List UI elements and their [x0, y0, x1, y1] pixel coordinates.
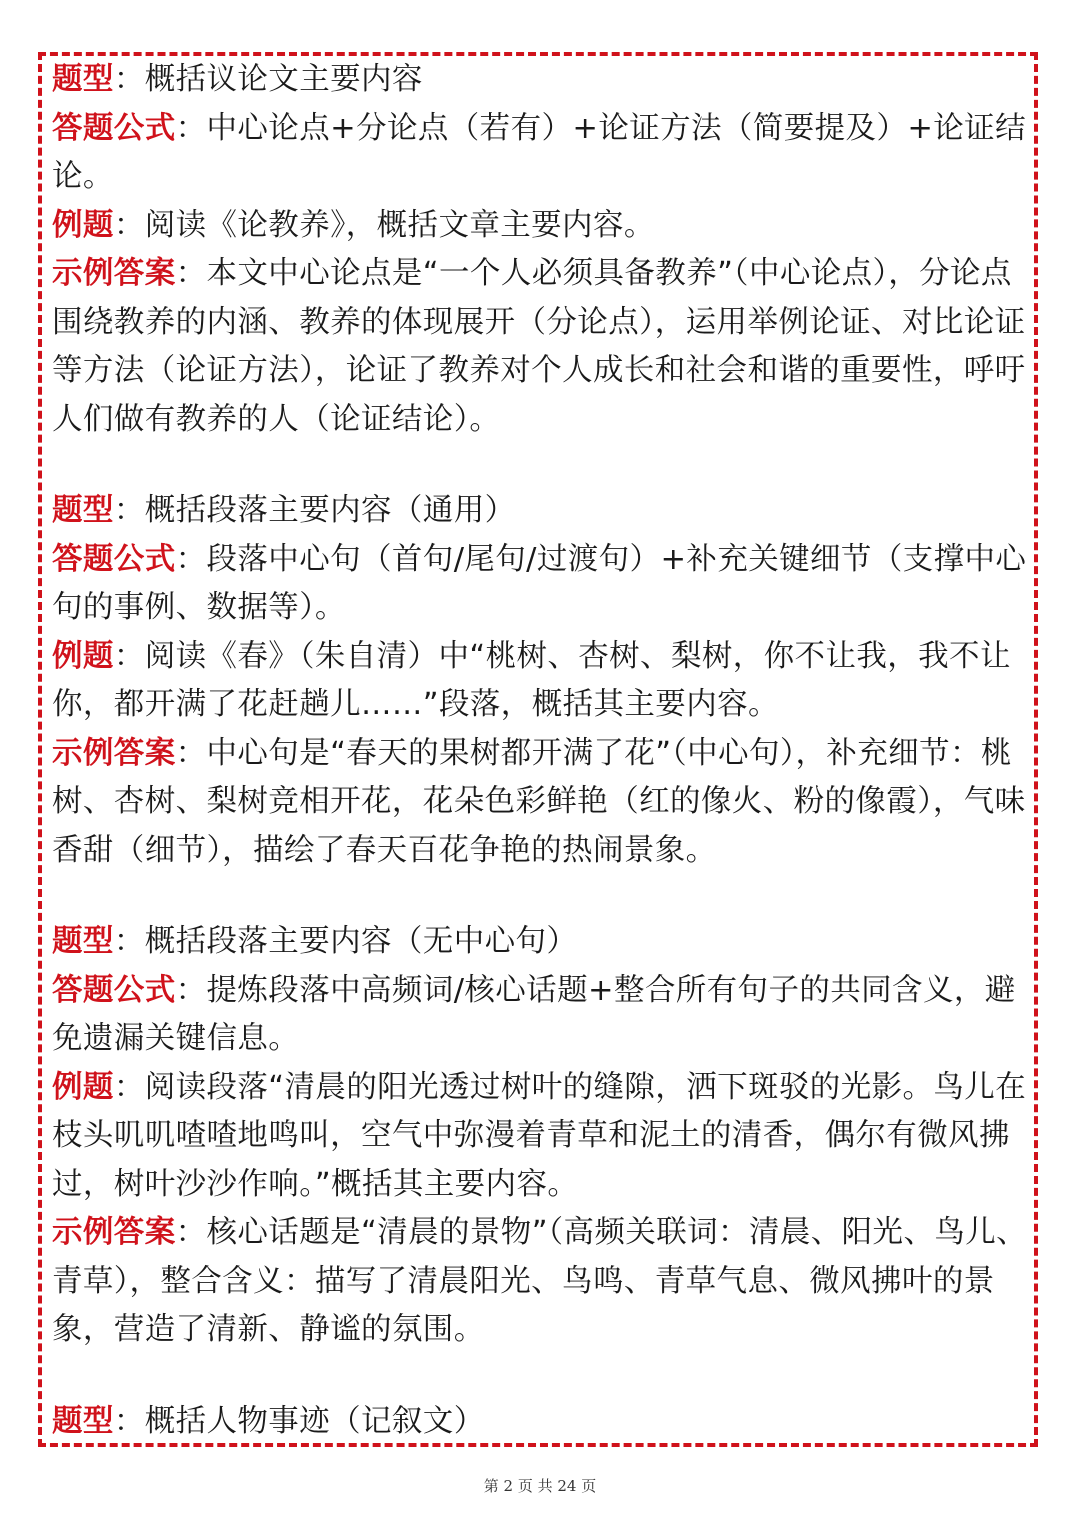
question-type-label: 题型	[52, 1403, 114, 1439]
example-question-label: 例题	[52, 207, 114, 243]
example-question-line	[52, 1064, 1030, 1210]
sample-answer-text: ：中心句是“春天的果树都开满了花”（中心句），补充细节：桃树、杏树、梨树竞相开花，花朵色彩鲜艳（红的像火、粉的像霞），气味香甜（细节），描绘了春天百花争艳的热闹景象。	[52, 735, 1026, 868]
question-type-line	[52, 487, 1030, 536]
question-section-1	[52, 56, 1030, 444]
answer-formula-text: ：段落中心句（首句/尾句/过渡句）+补充关键细节（支撑中心句的事例、数据等）。	[52, 541, 1027, 625]
sample-answer-label: 示例答案	[52, 1215, 176, 1250]
page-number-footer: 第 2 页 共 24 页	[483, 1477, 597, 1495]
answer-formula-label: 答题公式	[52, 972, 176, 1008]
sample-answer-text: ：本文中心论点是“一个人必须具备教养”（中心论点），分论点围绕教养的内涵、教养的体现展开（分论点），运用举例论证、对比论证等方法（论证方法），论证了教养对个人成长和社会和谐的重要性，呼吁人们做有教养的人（论证结论）。	[52, 256, 1026, 437]
example-question-text: ：阅读《春》（朱自清）中“桃树、杏树、梨树，你不让我，我不让你，都开满了花赶趟儿……”段落，概括其主要内容。	[52, 638, 1011, 722]
question-type-label: 题型	[52, 62, 114, 97]
question-type-label: 题型	[52, 924, 114, 959]
sample-answer-line	[52, 1209, 1030, 1355]
question-type-line	[52, 56, 1030, 105]
question-type-line	[52, 918, 1030, 967]
example-question-text: ：阅读段落“清晨的阳光透过树叶的缝隙，洒下斑驳的光影。鸟儿在枝头叽叽喳喳地鸣叫，空气中弥漫着青草和泥土的清香，偶尔有微风拂过，树叶沙沙作响。”概括其主要内容。	[52, 1069, 1027, 1202]
question-type-text: ：概括段落主要内容（通用）	[113, 493, 516, 528]
sample-answer-label: 示例答案	[52, 256, 176, 291]
sample-answer-line	[52, 730, 1030, 876]
answer-formula-text: ：提炼段落中高频词/核心话题+整合所有句子的共同含义，避免遗漏关键信息。	[52, 972, 1016, 1056]
example-question-label: 例题	[52, 638, 114, 674]
question-type-text: ：概括议论文主要内容	[113, 62, 423, 97]
question-section-4	[52, 1398, 1030, 1447]
answer-formula-line	[52, 105, 1030, 202]
example-question-line	[52, 202, 1030, 251]
question-type-text: ：概括人物事迹（记叙文）	[113, 1403, 485, 1439]
question-section-3	[52, 918, 1030, 1355]
sample-answer-text: ：核心话题是“清晨的景物”（高频关联词：清晨、阳光、鸟儿、青草），整合含义：描写了清晨阳光、鸟鸣、青草气息、微风拂叶的景象，营造了清新、静谧的氛围。	[52, 1215, 1028, 1347]
example-question-text: ：阅读《论教养》，概括文章主要内容。	[113, 207, 655, 243]
answer-formula-label: 答题公式	[52, 110, 176, 146]
answer-formula-line	[52, 536, 1030, 633]
answer-formula-text: ：中心论点+分论点（若有）+论证方法（简要提及）+论证结论。	[52, 110, 1026, 194]
question-type-label: 题型	[52, 493, 114, 528]
question-section-2	[52, 487, 1030, 875]
sample-answer-line	[52, 250, 1030, 444]
question-type-text: ：概括段落主要内容（无中心句）	[113, 924, 578, 959]
answer-formula-label: 答题公式	[52, 541, 176, 577]
example-question-line	[52, 633, 1030, 730]
sample-answer-label: 示例答案	[52, 735, 176, 771]
example-question-label: 例题	[52, 1069, 114, 1105]
answer-formula-line	[52, 967, 1030, 1064]
question-type-line	[52, 1398, 1030, 1447]
document-content	[52, 56, 1030, 1489]
